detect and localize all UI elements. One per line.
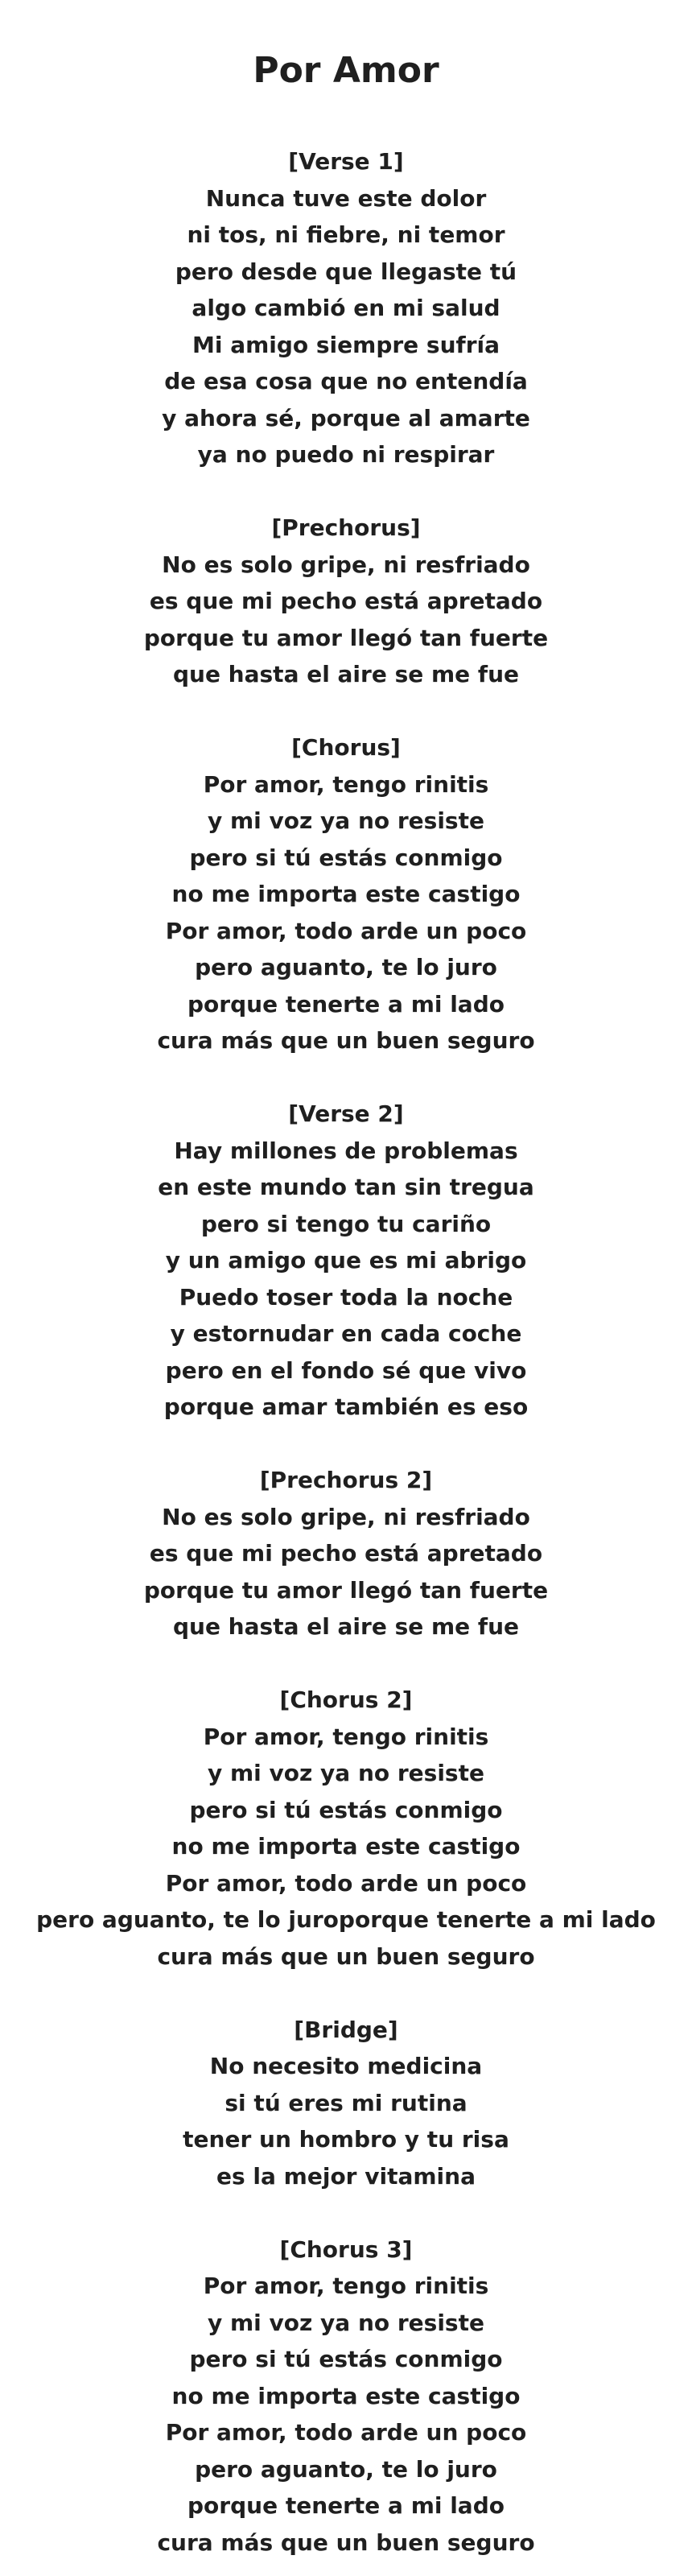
lyric-line: porque tenerte a mi lado: [187, 990, 505, 1018]
lyrics-section: [0, 1462, 692, 1645]
lyrics-section: [0, 1682, 692, 1975]
lyric-line: Nunca tuve este dolor: [205, 184, 487, 212]
lyric-line: pero si tú estás conmigo: [189, 2346, 503, 2372]
lyric-line: Puedo toser toda la noche: [179, 1283, 513, 1311]
lyric-line: si tú eres mi rutina: [224, 2089, 468, 2116]
lyric-line: no me importa este castigo: [171, 1833, 521, 1860]
section-tag: [Chorus 2]: [279, 1686, 413, 1713]
section-tag: [Chorus 3]: [279, 2235, 413, 2263]
lyric-line: pero aguanto, te lo juro: [195, 954, 497, 980]
lyric-line: porque tenerte a mi lado: [187, 2492, 505, 2519]
lyric-line: algo cambió en mi salud: [192, 295, 500, 321]
lyric-line: y mi voz ya no resiste: [208, 807, 484, 834]
lyrics-section: [0, 2231, 692, 2562]
lyric-line: en este mundo tan sin tregua: [158, 1174, 534, 1200]
lyric-line: pero si tengo tu cariño: [200, 1210, 492, 1237]
lyric-line: Mi amigo siempre sufría: [192, 331, 500, 358]
lyric-line: no me importa este castigo: [171, 2382, 521, 2409]
lyric-line: que hasta el aire se me fue: [172, 1613, 520, 1640]
lyric-line: Por amor, tengo rinitis: [203, 1723, 489, 1750]
lyric-line: tener un hombro y tu risa: [183, 2126, 509, 2153]
lyric-line: cura más que un buen seguro: [157, 2529, 535, 2556]
lyric-line: y un amigo que es mi abrigo: [165, 1247, 527, 1274]
lyric-line: cura más que un buen seguro: [157, 1942, 535, 1970]
lyric-line: Por amor, todo arde un poco: [165, 1869, 527, 1897]
lyric-line: No necesito medicina: [209, 2053, 483, 2079]
lyric-line: es que mi pecho está apretado: [149, 1540, 543, 1567]
lyric-line: cura más que un buen seguro: [157, 1027, 535, 1054]
lyric-line: ya no puedo ni respirar: [197, 441, 495, 468]
lyric-line: Por amor, tengo rinitis: [203, 770, 489, 798]
lyric-line: ni tos, ni fiebre, ni temor: [187, 221, 505, 248]
lyric-line: No es solo gripe, ni resfriado: [162, 551, 530, 578]
section-tag: [Verse 1]: [288, 148, 404, 175]
lyric-line: pero si tú estás conmigo: [189, 844, 503, 871]
lyric-line: y estornudar en cada coche: [170, 1320, 522, 1347]
section-tag: [Verse 2]: [288, 1100, 404, 1127]
song-title: Por Amor: [253, 50, 439, 91]
lyric-line: pero en el fondo sé que vivo: [165, 1356, 527, 1384]
lyrics-section: [0, 1096, 692, 1426]
lyric-line: pero aguanto, te lo juro: [195, 2455, 497, 2483]
lyric-line: que hasta el aire se me fue: [172, 661, 520, 687]
lyric-line: es que mi pecho está apretado: [149, 588, 543, 614]
lyric-line: porque tu amor llegó tan fuerte: [143, 624, 549, 651]
lyrics-section: [0, 729, 692, 1059]
lyric-line: No es solo gripe, ni resfriado: [162, 1503, 530, 1530]
section-tag: [Bridge]: [294, 2016, 398, 2043]
lyric-line: Por amor, tengo rinitis: [203, 2273, 489, 2299]
section-tag: [Chorus]: [291, 734, 401, 761]
lyric-line: de esa cosa que no entendía: [164, 368, 528, 394]
lyric-line: es la mejor vitamina: [216, 2162, 476, 2190]
lyric-line: porque tu amor llegó tan fuerte: [143, 1576, 549, 1604]
lyrics-body: [0, 143, 692, 2561]
lyrics-section: [0, 143, 692, 473]
lyrics-section: [0, 2012, 692, 2195]
lyric-line: pero aguanto, te lo juroporque tenerte a mi lado: [36, 1906, 656, 1933]
lyric-line: no me importa este castigo: [171, 881, 521, 907]
lyric-line: Hay millones de problemas: [174, 1137, 518, 1164]
lyric-line: y mi voz ya no resiste: [208, 2309, 484, 2336]
lyric-line: Por amor, todo arde un poco: [165, 917, 527, 944]
lyric-line: pero si tú estás conmigo: [189, 1796, 503, 1823]
section-tag: [Prechorus 2]: [259, 1467, 433, 1493]
section-tag: [Prechorus]: [271, 514, 421, 541]
lyric-line: y ahora sé, porque al amarte: [162, 404, 530, 431]
lyric-line: Por amor, todo arde un poco: [165, 2419, 527, 2446]
lyric-line: pero desde que llegaste tú: [175, 258, 517, 285]
lyric-line: porque amar también es eso: [163, 1393, 529, 1420]
lyrics-section: [0, 510, 692, 693]
lyric-line: y mi voz ya no resiste: [208, 1760, 484, 1786]
